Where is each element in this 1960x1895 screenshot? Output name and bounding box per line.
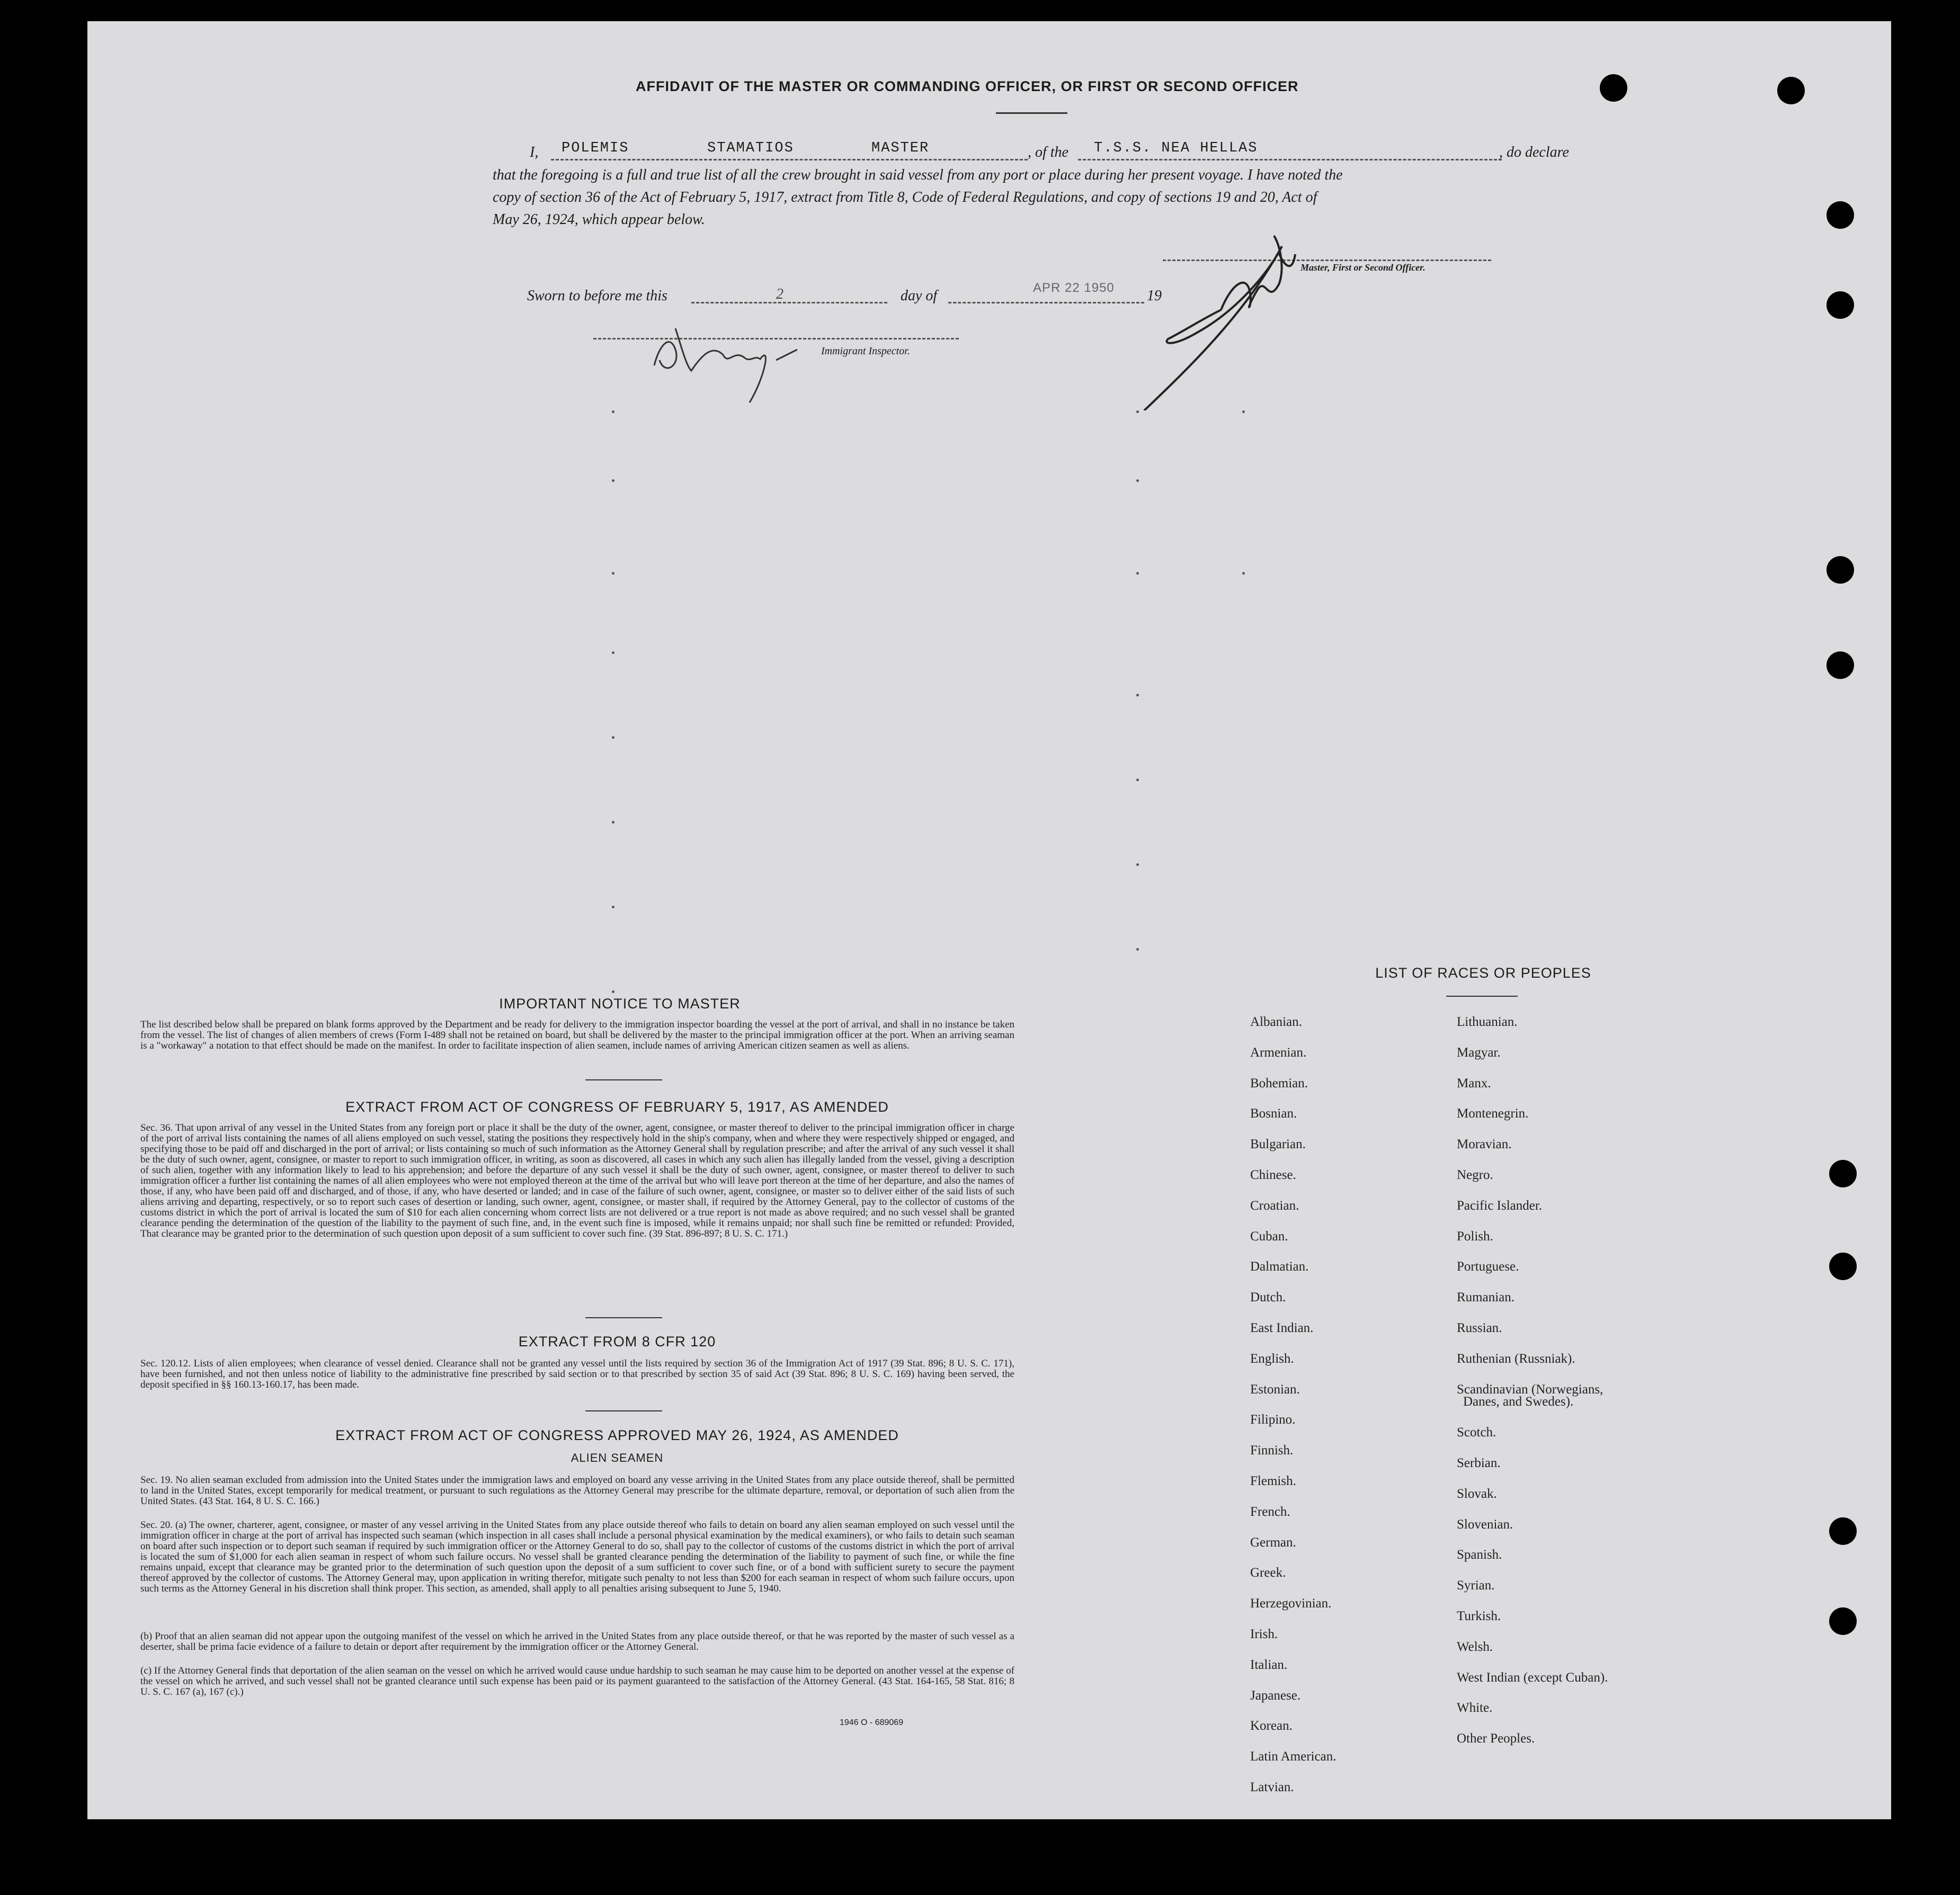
bleed-dot [1136,572,1139,575]
sworn-day: 2 [776,286,783,302]
punch-hole [1829,1160,1857,1187]
race-item: Ruthenian (Russniak). [1457,1351,1575,1366]
vessel-name: T.S.S. NEA HELLAS [1094,140,1258,156]
race-item: West Indian (except Cuban). [1457,1670,1608,1685]
race-item: Pacific Islander. [1457,1198,1543,1213]
bleed-dot [1136,948,1139,951]
race-item: Dutch. [1250,1290,1286,1305]
race-item: Croatian. [1250,1198,1299,1213]
race-item: Flemish. [1250,1474,1296,1488]
officer-name-line [551,159,1028,160]
punch-hole [1827,291,1854,319]
notice-divider [585,1079,662,1080]
race-item: Scandinavian (Norwegians, [1457,1382,1603,1397]
race-item: Chinese. [1250,1168,1296,1182]
races-title: LIST OF RACES OR PEOPLES [1375,965,1591,981]
race-item: Italian. [1250,1657,1288,1672]
race-item: French. [1250,1504,1290,1519]
extract-1924-title: EXTRACT FROM ACT OF CONGRESS APPROVED MAY 26, 1924, AS AMENDED [335,1427,899,1443]
race-item: Lithuanian. [1457,1015,1518,1029]
extract-cfr-text: Sec. 120.12. Lists of alien employees; when clearance of vessel denied. Clearance shall not be granted any vessel until the lists required by section 36 of the Immigration Act of 1917 (39 Stat. 896; 8 U. S. C. 171), have been furnished, and not then unless notice of liability to the administrative fine prescribed by said section or to that prescribed by section 35 of said Act (39 Stat. 896; 8 U. S. C. 169) having been served, the deposit specified in §§ 160.13-160.17, has been made. [140,1358,1014,1390]
extract-1924-subtitle: ALIEN SEAMEN [571,1451,664,1464]
race-item: Magyar. [1457,1045,1501,1060]
officer-rank: MASTER [871,140,930,156]
race-item: Spanish. [1457,1548,1502,1562]
race-item: Manx. [1457,1076,1491,1090]
race-item: Slovenian. [1457,1517,1513,1532]
year-prefix: 19 [1147,288,1162,304]
race-item: Latin American. [1250,1749,1337,1764]
race-item: Greek. [1250,1566,1286,1580]
race-item: Cuban. [1250,1229,1288,1244]
race-item: Bulgarian. [1250,1137,1306,1152]
race-item: East Indian. [1250,1321,1314,1335]
affidavit-body-line3: May 26, 1924, which appear below. [493,211,705,228]
extract-cfr-title: EXTRACT FROM 8 CFR 120 [518,1334,716,1349]
bleed-dot [1136,863,1139,866]
race-item: Montenegrin. [1457,1106,1529,1121]
race-item: Herzegovinian. [1250,1596,1332,1611]
race-item: Estonian. [1250,1382,1300,1397]
punch-hole [1827,651,1854,679]
bleed-dot [1136,694,1139,696]
bleed-dot [612,479,614,482]
of-the-label: , of the [1028,144,1068,160]
inspector-caption: Immigrant Inspector. [821,345,910,357]
punch-hole [1829,1607,1857,1635]
extract-1917-text: Sec. 36. That upon arrival of any vessel in the United States from any foreign port or place it shall be the duty of the owner, agent, consignee, or master thereof to deliver to the principal immigration officer in charge of the port of arrival lists containing the names of all aliens employed on such vessel, stating the positions they respectively hold in the ship's company, when and where they were respectively shipped or engaged, and specifying those to be paid off and discharged in the port of arrival; or lists containing so much of such information as the Attorney General shall by regulation prescribe; and after the arrival of any such vessel it shall be the duty of such owner, agent, consignee, or master to report to such immigration officer, in writing, as soon as discovered, all cases in which any such alien has illegally landed from the vessel, giving a description of such alien, together with any information likely to lead to his apprehension; and before the departure of any such vessel it shall be the duty of such owner, agent, consignee, or master thereof to deliver to such immigration officer a further list containing the names of all alien employees who were not employed thereon at the time of the arrival but who will leave port thereon at the time of her departure, and also the names of those, if any, who have been paid off and discharged, and of those, if any, who have deserted or landed; and in case of the failure of such owner, agent, consignee, or master so to deliver either of the said lists of such aliens arriving and departing, respectively, or so to report such cases of desertion or landing, such owner, agent, consignee, or master shall, if required by the Attorney General, pay to the collector of customs of the customs district in which the port of arrival is located the sum of $10 for each alien concerning whom correct lists are not delivered or a true report is not made as above required; and no such vessel shall be granted clearance pending the determination of the question of the liability to the payment of such fine, and, in the event such fine is imposed, while it remains unpaid; nor shall such fine be remitted or refunded: Provided, That clearance may be granted prior to the determination of such question upon deposit of a sum sufficient to cover such fine. (39 Stat. 896-897; 8 U. S. C. 171.) [140,1122,1014,1239]
bleed-dot [612,990,614,993]
notice-text: The list described below shall be prepared on blank forms approved by the Department and be ready for delivery to the immigration inspector boarding the vessel at the port of arrival, and shall in no instance be taken from the vessel. The list of changes of alien members of crews (Form I-489 shall not be retained on board, but shall be delivered by the master to the principal immigration officer at the port. When an arriving seaman is a "workaway" a notation to that effect should be made on the manifest. In order to facilitate inspection of alien seamen, include names of arriving American citizen seamen as well as aliens. [140,1019,1014,1051]
race-item: White. [1457,1701,1493,1715]
section-19-text: Sec. 19. No alien seaman excluded from admission into the United States under the immigration laws and employed on board any vesse arriving in the United States from any place outside thereof, shall be permitted to land in the United States, except temporarily for medical treatment, or pursuant to such regulations as the Attorney General may prescribe for the ultimate departure, removal, or deportation of such alien from the United States. (43 Stat. 164, 8 U. S. C. 166.) [140,1474,1014,1507]
day-of-label: day of [901,288,938,304]
race-item: Irish. [1250,1627,1278,1641]
bleed-dot [612,906,614,908]
race-item: Other Peoples. [1457,1731,1535,1746]
race-item: Moravian. [1457,1137,1512,1152]
race-item: Serbian. [1457,1456,1501,1470]
bleed-dot [612,821,614,824]
affidavit-body-line1: that the foregoing is a full and true list of all the crew brought in said vessel from any port or place during her present voyage. I have noted the [493,167,1343,183]
race-item: Syrian. [1457,1578,1495,1593]
race-item: Rumanian. [1457,1290,1515,1305]
race-item: Korean. [1250,1719,1293,1733]
race-item: Bosnian. [1250,1106,1297,1121]
sworn-label: Sworn to before me this [527,288,667,304]
extract-1917-divider [585,1317,662,1318]
master-caption: Master, First or Second Officer. [1300,262,1426,273]
race-item: Danes, and Swedes). [1463,1395,1574,1409]
bleed-dot [1136,479,1139,482]
officer-surname: POLEMIS [562,140,629,156]
section-20c-text: (c) If the Attorney General finds that deportation of the alien seaman on the vessel on which he arrived would cause undue hardship to such seaman he may cause him to be deported on another vessel at the expense of the vessel on which he arrived, and such vessel shall not be granted clearance until such expense has been paid or its payment guaranteed to the satisfaction of the Attorney General. (43 Stat. 164-165, 58 Stat. 816; 8 U. S. C. 167 (a), 167 (c).) [140,1665,1014,1697]
affidavit-title: AFFIDAVIT OF THE MASTER OR COMMANDING OFFICER, OR FIRST OR SECOND OFFICER [636,78,1299,94]
race-item: German. [1250,1535,1296,1550]
race-item: Slovak. [1457,1486,1497,1501]
bleed-dot [1242,572,1245,575]
inspector-signature-scribble [644,297,813,418]
extract-1917-title: EXTRACT FROM ACT OF CONGRESS OF FEBRUARY 5, 1917, AS AMENDED [345,1099,889,1115]
race-item: Japanese. [1250,1688,1301,1703]
month-line [948,302,1144,303]
race-item: Welsh. [1457,1639,1493,1654]
affidavit-body-line2: copy of section 36 of the Act of February 5, 1917, extract from Title 8, Code of Federal Regulations, and copy of sections 19 and 20, Act of [493,189,1317,205]
punch-hole [1827,201,1854,229]
date-stamp: APR 22 1950 [1033,281,1115,295]
bleed-dot [612,736,614,739]
section-20b-text: (b) Proof that an alien seaman did not appear upon the outgoing manifest of the vessel on which he arrived in the United States from any place outside thereof, or that he was reported by the master of such vessel as a deserter, shall be prima facie evidence of a failure to detain or deport after requirement by the immigration officer or the Attorney General. [140,1631,1014,1652]
race-item: English. [1250,1351,1294,1366]
punch-hole [1827,556,1854,584]
bleed-dot [1136,410,1139,413]
race-item: Portuguese. [1457,1259,1519,1274]
master-signature-scribble [1142,204,1300,410]
document-page [87,21,1891,1819]
race-item: Filipino. [1250,1413,1296,1427]
punch-hole [1600,74,1627,102]
print-code: 1946 O - 689069 [840,1718,904,1727]
officer-given-name: STAMATIOS [707,140,794,156]
race-item: Finnish. [1250,1443,1294,1458]
punch-hole [1777,77,1805,104]
do-declare-label: , do declare [1499,144,1569,160]
race-item: Scotch. [1457,1425,1496,1440]
race-item: Albanian. [1250,1015,1302,1029]
races-divider [1446,996,1518,997]
section-20a-text: Sec. 20. (a) The owner, charterer, agent, consignee, or master of any vessel arriving in the United States from any place outside thereof who fails to detain on board any alien seaman employed on such vessel until the immigration officer in charge at the port of arrival has inspected such seaman (which inspection in all cases shall include a personal physical examination by the medical examiners), or who fails to detain such seaman on board after such inspection or to deport such seaman if required by such immigration officer or the Attorney General to do so, shall pay to the collector of customs of the customs district in which the port of arrival is located the sum of $1,000 for each alien seaman in respect of whom such failure occurs. No vessel shall be granted clearance pending the determination of the liability to payment of such fine, or while the fine remains unpaid, except that clearance may be granted prior to the determination of such question upon the deposit of a sum sufficient to cover such fine, or of a bond with sufficient surety to secure the payment thereof approved by the collector of customs. The Attorney General may, upon application in writing therefor, mitigate such penalty to not less than $200 for each seaman in respect of whom such failure occurs, upon such terms as the Attorney General in his discretion shall think proper. This section, as amended, shall apply to all penalties arising subsequent to June 5, 1940. [140,1519,1014,1594]
bleed-dot [1136,779,1139,781]
affidavit-pronoun: I, [530,144,539,160]
race-item: Turkish. [1457,1609,1501,1623]
race-item: Dalmatian. [1250,1259,1309,1274]
race-item: Negro. [1457,1168,1493,1182]
bleed-dot [612,410,614,413]
title-divider [996,112,1067,114]
bleed-dot [1242,410,1245,413]
punch-hole [1829,1253,1857,1280]
bleed-dot [612,651,614,654]
race-item: Polish. [1457,1229,1493,1244]
race-item: Latvian. [1250,1780,1294,1794]
race-item: Armenian. [1250,1045,1307,1060]
bleed-dot [612,572,614,575]
notice-title: IMPORTANT NOTICE TO MASTER [499,996,741,1012]
race-item: Russian. [1457,1321,1502,1335]
extract-cfr-divider [585,1410,662,1411]
vessel-name-line [1078,159,1502,160]
punch-hole [1829,1517,1857,1545]
race-item: Bohemian. [1250,1076,1308,1090]
